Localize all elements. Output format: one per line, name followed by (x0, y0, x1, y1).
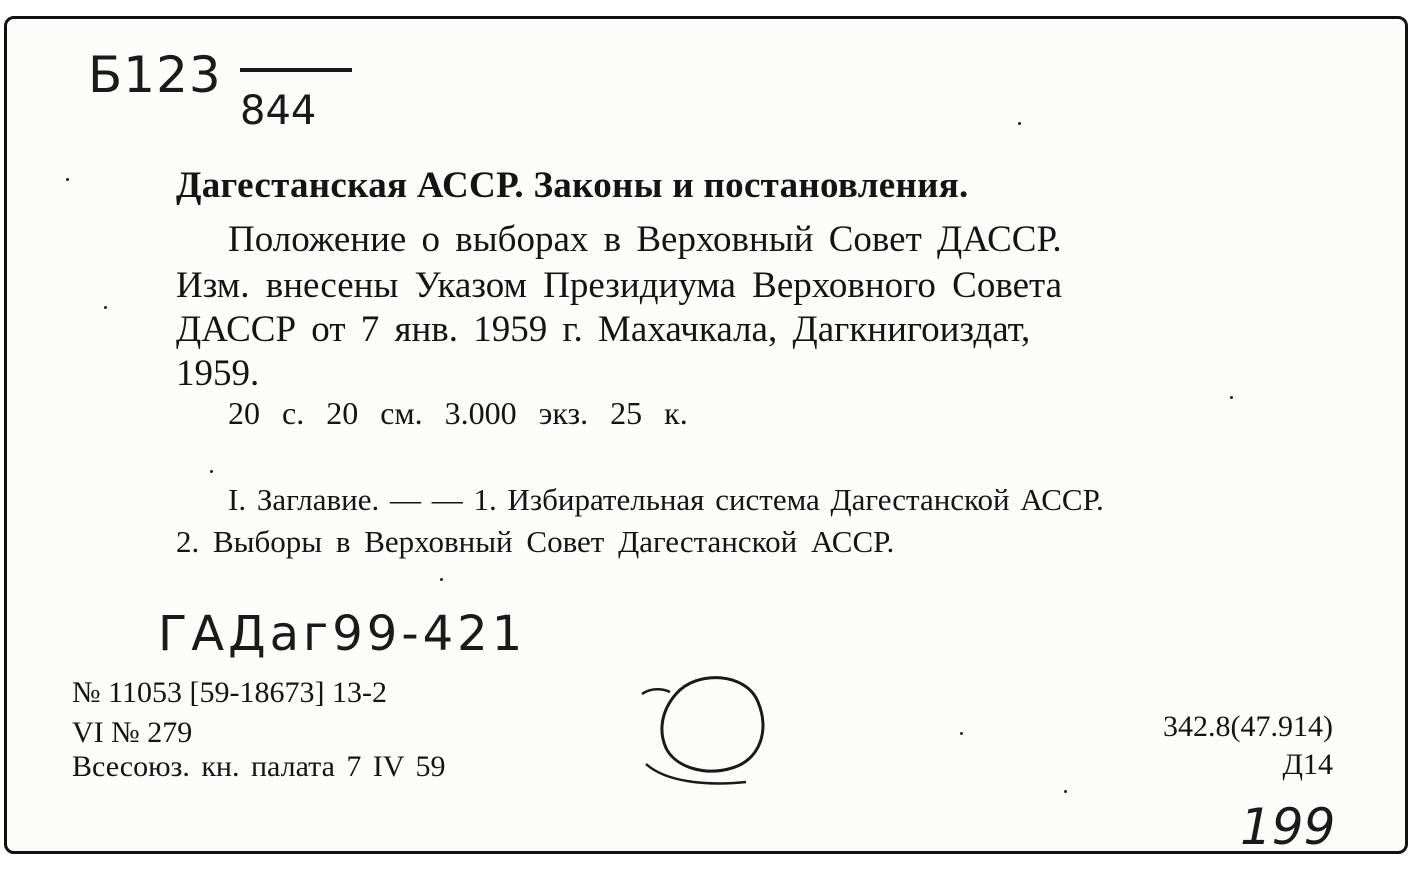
scan-speck (1018, 122, 1021, 125)
scan-speck (1064, 790, 1067, 793)
tracing-line-1: I. Заглавие. — — 1. Избирательная система Дагестанской АССР. (228, 482, 1104, 517)
scan-speck (104, 306, 107, 309)
body-line-4: 1959. (176, 353, 260, 394)
shelfmark-bar (240, 68, 352, 72)
card-heading: Дагестанская АССР. Законы и постановления. (176, 165, 969, 206)
scan-speck (210, 470, 213, 473)
scan-speck (1230, 396, 1233, 399)
collation: 20 с. 20 см. 3.000 экз. 25 к. (228, 395, 688, 431)
body-line-1: Положение о выборах в Верховный Совет ДАССР. (228, 219, 1062, 260)
author-mark: Д14 (1282, 748, 1333, 781)
body-line-3: ДАССР от 7 янв. 1959 г. Махачкала, Дагкнигоиздат, (176, 309, 1031, 350)
body-line-2: Изм. внесены Указом Президиума Верховного Совета (176, 265, 1063, 306)
scan-speck (440, 578, 443, 581)
page-number: 199 (1240, 798, 1336, 856)
classification-number: 342.8(47.914) (1163, 710, 1333, 743)
series-number: VI № 279 (72, 716, 193, 749)
stamp-outline (636, 664, 786, 794)
shelfmark-main: Б123 (88, 46, 222, 104)
scan-speck (960, 732, 963, 735)
shelfmark-sub: 844 (240, 88, 317, 134)
tracing-line-2: 2. Выборы в Верховный Совет Дагестанской АССР. (176, 524, 895, 559)
card-number: № 11053 [59-18673] 13-2 (72, 676, 387, 709)
archive-code: ГАДаг99-421 (158, 606, 527, 662)
chamber-date: Всесоюз. кн. палата 7 IV 59 (72, 750, 446, 783)
scan-speck (66, 178, 69, 181)
